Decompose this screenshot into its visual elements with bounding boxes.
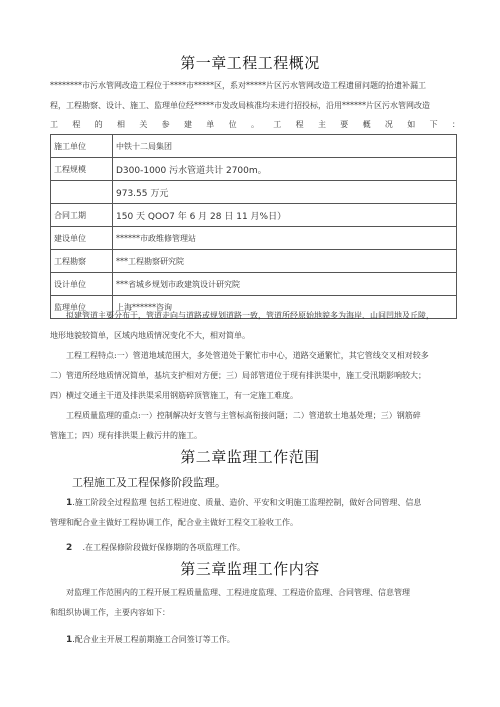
intro-line3-char: 要 (340, 120, 349, 129)
intro-line3-char: 主 (317, 120, 326, 129)
chapter1-intro-line3 (50, 115, 460, 135)
table-cell-value: ***省城乡规划市政建筑设计研究院 (113, 273, 457, 296)
intro-line3-char: 下 (429, 120, 438, 129)
table-cell-label: 合同工期 (51, 204, 113, 227)
feature-paragraph-line2: 二）管道所经地质情况简单，基坑支护相对方便；三）局部管道位于现有排洪渠中，施工受汛期影响较大； (50, 371, 426, 380)
table-row (51, 181, 457, 204)
intro-line3-char: 关 (139, 120, 148, 129)
table-cell-label: 施工单位 (51, 135, 113, 158)
table-cell-value: D300-1000 污水管道共计 2700m。 (113, 158, 457, 181)
table-cell-value: 上海******咨询 (113, 296, 457, 319)
table-row (51, 227, 457, 250)
chapter3-intro-line2: 和组织协调工作，主要内容如下： (50, 608, 170, 617)
quality-paragraph-line1: 工程质量监理的重点:一）控制解决好支管与主管标高衔接问题；二）管道软土地基处理；三）钢筋碎 (66, 411, 421, 420)
intro-line3-char: 。 (250, 120, 259, 129)
chapter2-title: 第二章监理工作范围 (180, 448, 320, 466)
table-row (51, 250, 457, 273)
table-cell-value: ******市政维修管理站 (113, 227, 457, 250)
table-cell-value: 150 天 QOO7 年 6 月 28 日 11 月%日） (113, 204, 457, 227)
chapter3-item1 (50, 630, 460, 650)
chapter2-subtitle: 工程施工及工程保修阶段监理。 (72, 476, 226, 489)
chapter1-intro-line2: 程，工程勘察、设计、施工、监理单位经*****市发改局核准均未进行招投标，沿用******片区污水管网改造 (50, 101, 430, 110)
feature-paragraph-line3: 四）横过交通主干道及排洪渠采用钢筋碎顶管施工，有一定施工难度。 (50, 391, 298, 400)
intro-line3-char: 如 (407, 120, 416, 129)
table-cell-label: 工程勘察 (51, 250, 113, 273)
chapter3-item1-text: .配合业主开展工程前期施工合同签订等工作。 (72, 635, 235, 644)
intro-line3-char: 单 (206, 120, 215, 129)
chapter2-item2 (50, 538, 460, 558)
table-row (51, 135, 457, 158)
chapter1-intro-line1: ********市污水管网改造工程位于****市*****区，系对*****片区污水管网改造工程遗留问题的拾遗补漏工 (50, 81, 426, 90)
intro-line3-char: ： (451, 120, 460, 129)
intro-line3-char: 工 (50, 120, 58, 129)
intro-line3-char: 程 (72, 120, 81, 129)
feature-paragraph-line1: 工程工程特点:一）管道地域范围大，多处管道处于繁忙市中心，道路交通繁忙，其它管线交叉相对较多 (66, 351, 429, 360)
project-info-table (50, 134, 457, 319)
table-cell-label: 建设单位 (51, 227, 113, 250)
intro-line3-char: 况 (384, 120, 393, 129)
route-paragraph-line2: 地形地貌较简单，区域内地质情况变化不大，相对简单。 (50, 331, 250, 340)
table-row (51, 204, 457, 227)
quality-paragraph-line2: 管施工；四）现有排洪渠上截污井的施工。 (50, 431, 202, 440)
table-cell-label: 设计单位 (51, 273, 113, 296)
chapter2-item2-text: .在工程保修阶段做好保修期的各项监理工作。 (82, 543, 245, 552)
chapter2-item1-line2: 管理和配合业主做好工程协调工作，配合业主做好工程交工验收工作。 (50, 518, 298, 527)
table-cell-value: 973.55 万元 (113, 181, 457, 204)
chapter3-title: 第三章监理工作内容 (180, 560, 320, 578)
table-cell-label: 工程规模 (51, 158, 113, 181)
table-cell-value: 中铁十二局集团 (113, 135, 457, 158)
intro-line3-char: 相 (116, 120, 125, 129)
intro-line3-char: 参 (161, 120, 170, 129)
route-paragraph-line1: 拟建管道主要分布于，管道走向与道路或规划道路一致，管道所经原始地貌多为海岸、山间凹地及丘陵， (66, 311, 434, 320)
intro-line3-char: 概 (362, 120, 371, 129)
chapter2-item2-number: 2 (66, 543, 73, 553)
table-cell-value: ***工程勘察研究院 (113, 250, 457, 273)
chapter2-item1-text: .施工阶段全过程监理 包括工程进度、质量、造价、平安和文明施工监理控制，做好合同管理、信息 (72, 498, 422, 507)
intro-line3-char: 的 (94, 120, 103, 129)
chapter2-item1-line1 (50, 493, 460, 513)
chapter1-title: 第一章工程工程概况 (180, 54, 320, 72)
intro-line3-char: 程 (295, 120, 304, 129)
table-row (51, 158, 457, 181)
intro-line3-char: 建 (183, 120, 192, 129)
table-cell-label: 监理单位 (51, 296, 113, 319)
chapter3-item1-number: 1 (66, 635, 73, 645)
intro-line3-char: 位 (228, 120, 237, 129)
intro-line3-char: 工 (273, 120, 282, 129)
table-row (51, 273, 457, 296)
chapter3-intro-line1: 对监理工作范围内的工程开展工程质量监理、工程进度监理、工程造价监理、合同管理、信息管理 (66, 588, 410, 597)
chapter2-item1-number: 1 (66, 498, 73, 508)
table-cell-label (51, 181, 113, 204)
